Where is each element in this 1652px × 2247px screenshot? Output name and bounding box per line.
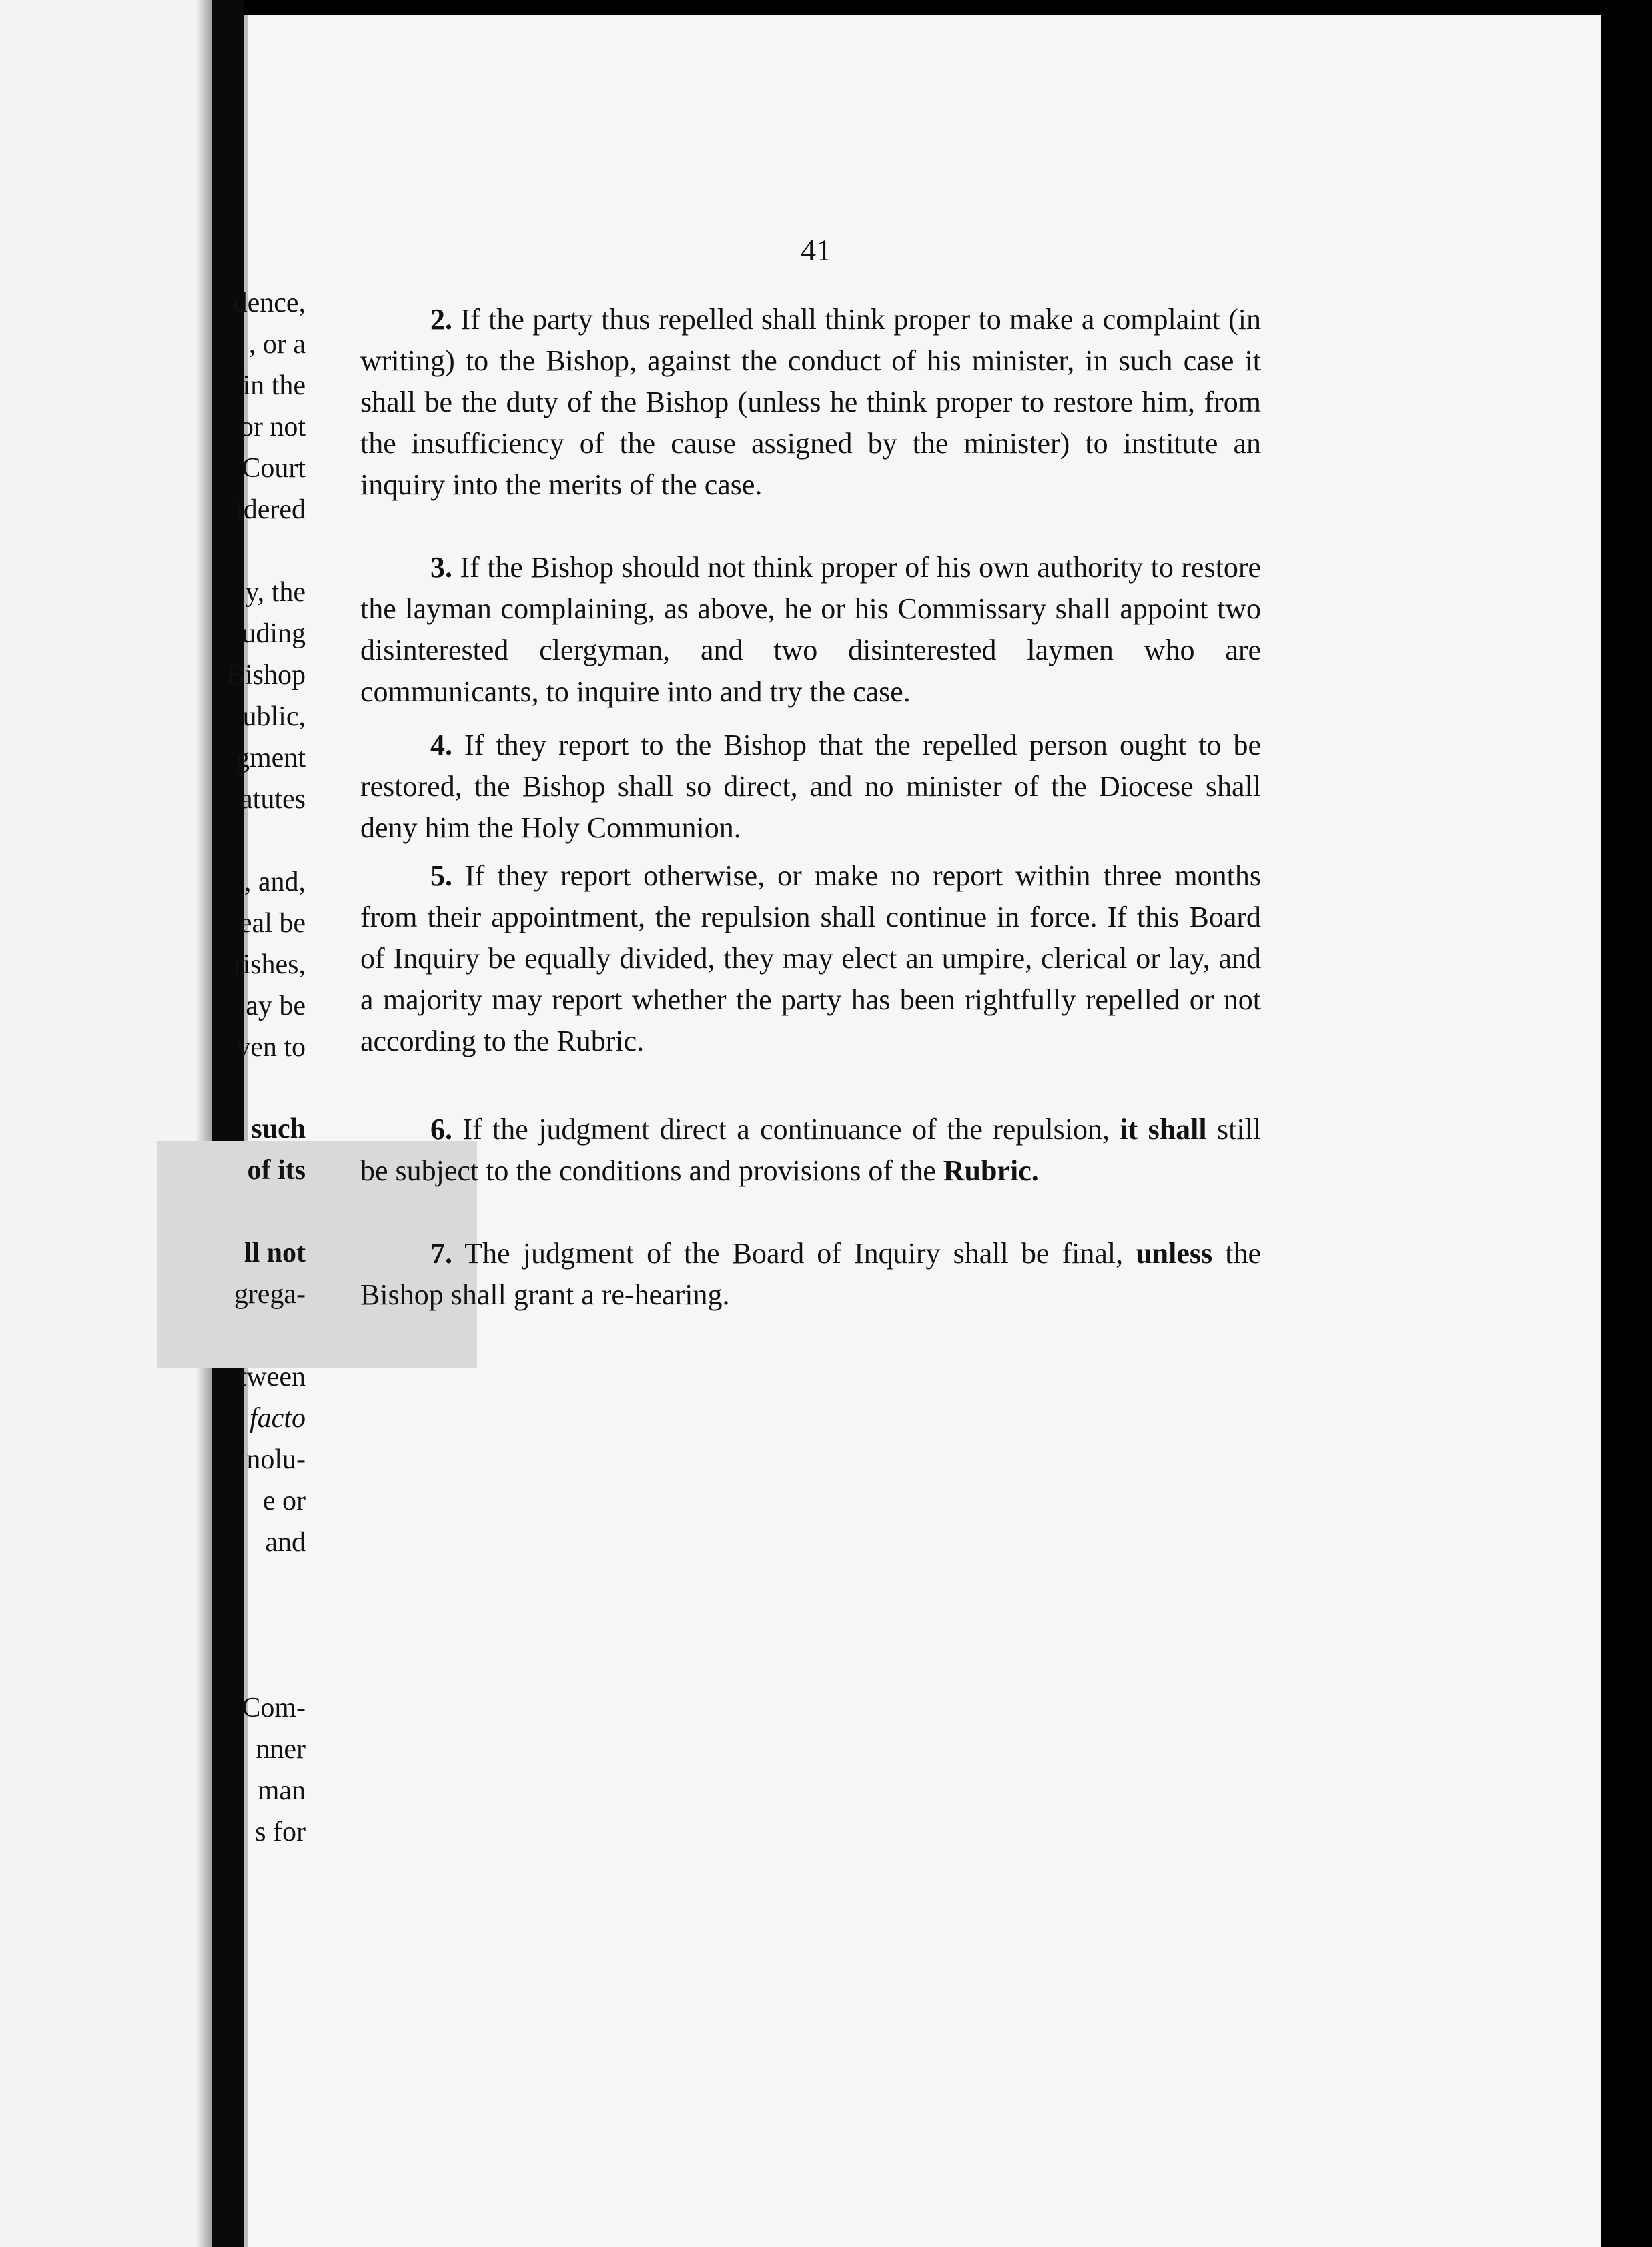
left-page-fragment: y, the <box>245 577 306 608</box>
left-page-fragment: rishes, <box>233 949 306 980</box>
paragraph-number: 7. <box>430 1237 452 1270</box>
paragraph-text: If the Bishop should not think proper of his own authority to restore the layman complaining, as above, he or his Commissary shall appoint two disinterested clergyman, and two disinterested laymen who are communicants, to inquire into and try the case. <box>360 551 1261 708</box>
left-page-edge <box>0 0 212 2247</box>
paragraph-number: 5. <box>430 859 452 892</box>
left-page-fragment: dence, <box>233 288 306 318</box>
left-page-fragment: man <box>257 1775 306 1806</box>
left-page-fragment: eal be <box>239 908 306 939</box>
left-page-fragment: facto <box>250 1403 306 1434</box>
paragraph-4 <box>360 725 1261 849</box>
paragraph-text: If the party thus repelled shall think proper to make a complaint (in writing) to the Bishop, against the conduct of his minister, in such case it shall be the duty of the Bishop (unless he think proper to restore him, from the insufficiency of the cause assigned by the minister) to institute an inquiry into the merits of the case. <box>360 303 1261 501</box>
paragraph-6 <box>360 1109 1261 1192</box>
paragraph-text: If the judgment direct a continuance of the repulsion, <box>462 1113 1110 1146</box>
paragraph-text: The judgment of the Board of Inquiry shall be final, <box>464 1237 1124 1270</box>
left-page-fragment: in the <box>242 370 306 401</box>
paragraph-number: 3. <box>430 551 452 584</box>
paragraph-2 <box>360 299 1261 506</box>
paragraph-3 <box>360 547 1261 713</box>
page-number: 41 <box>801 233 831 267</box>
paragraph-text: If they report to the Bishop that the repelled person ought to be restored, the Bishop shall so direct, and no minister of the Diocese shall deny him the Holy Communion. <box>360 729 1262 844</box>
bold-text: Rubric. <box>943 1154 1039 1187</box>
paragraph-text: the Bishop shall grant a re-hearing. <box>360 1237 1261 1311</box>
bold-text: unless <box>1136 1237 1213 1270</box>
paragraph-text: still be subject to the conditions and provisions of the <box>360 1113 1262 1187</box>
left-page-fragment: such <box>251 1113 306 1144</box>
left-page-fragment: e or <box>262 1486 306 1516</box>
left-page-fragment: of its <box>247 1155 306 1186</box>
left-page-fragment: tween <box>238 1362 306 1392</box>
left-page-fragment: and <box>265 1527 306 1558</box>
book-gutter <box>212 0 244 2247</box>
paragraph-number: 6. <box>430 1113 452 1146</box>
left-page-fragment: ven to <box>236 1032 306 1063</box>
left-page-fragment: idered <box>236 494 306 525</box>
bold-text: it shall <box>1120 1113 1207 1146</box>
left-page-fragment: nner <box>256 1734 306 1765</box>
paragraph-5 <box>360 855 1261 1062</box>
left-page-fragment: grega- <box>234 1279 306 1310</box>
paragraph-7 <box>360 1233 1261 1316</box>
left-page-fragment: Court <box>242 453 306 484</box>
left-page-fragment: ay be <box>246 991 306 1021</box>
left-page-fragment: Com- <box>242 1693 306 1723</box>
left-page-fragment: s for <box>255 1817 306 1847</box>
paragraph-number: 2. <box>430 303 452 336</box>
left-page-shadow <box>196 0 212 2247</box>
left-page-fragment: , and, <box>244 867 306 897</box>
left-page-fragment: uding <box>242 618 306 649</box>
left-page-fragment: Bishop <box>226 660 306 691</box>
left-page-fragment: gment <box>236 743 306 773</box>
left-page-fragment: nolu- <box>246 1444 306 1475</box>
left-page-fragment: , or a <box>248 329 306 360</box>
paragraph-number: 4. <box>430 729 452 761</box>
left-page-fragment: ublic, <box>242 701 306 732</box>
left-page-fragment: ll not <box>244 1238 306 1268</box>
paragraph-text: If they report otherwise, or make no report within three months from their appointment, the repulsion shall continue in force. If this Board of Inquiry be equally divided, they may elect an umpire, clerical or lay, and a majority may report whether the party has been rightfully repelled or not according to the Rubric. <box>360 859 1261 1057</box>
left-page-fragment: or not <box>239 412 306 442</box>
left-page-fragment: atutes <box>240 784 306 815</box>
